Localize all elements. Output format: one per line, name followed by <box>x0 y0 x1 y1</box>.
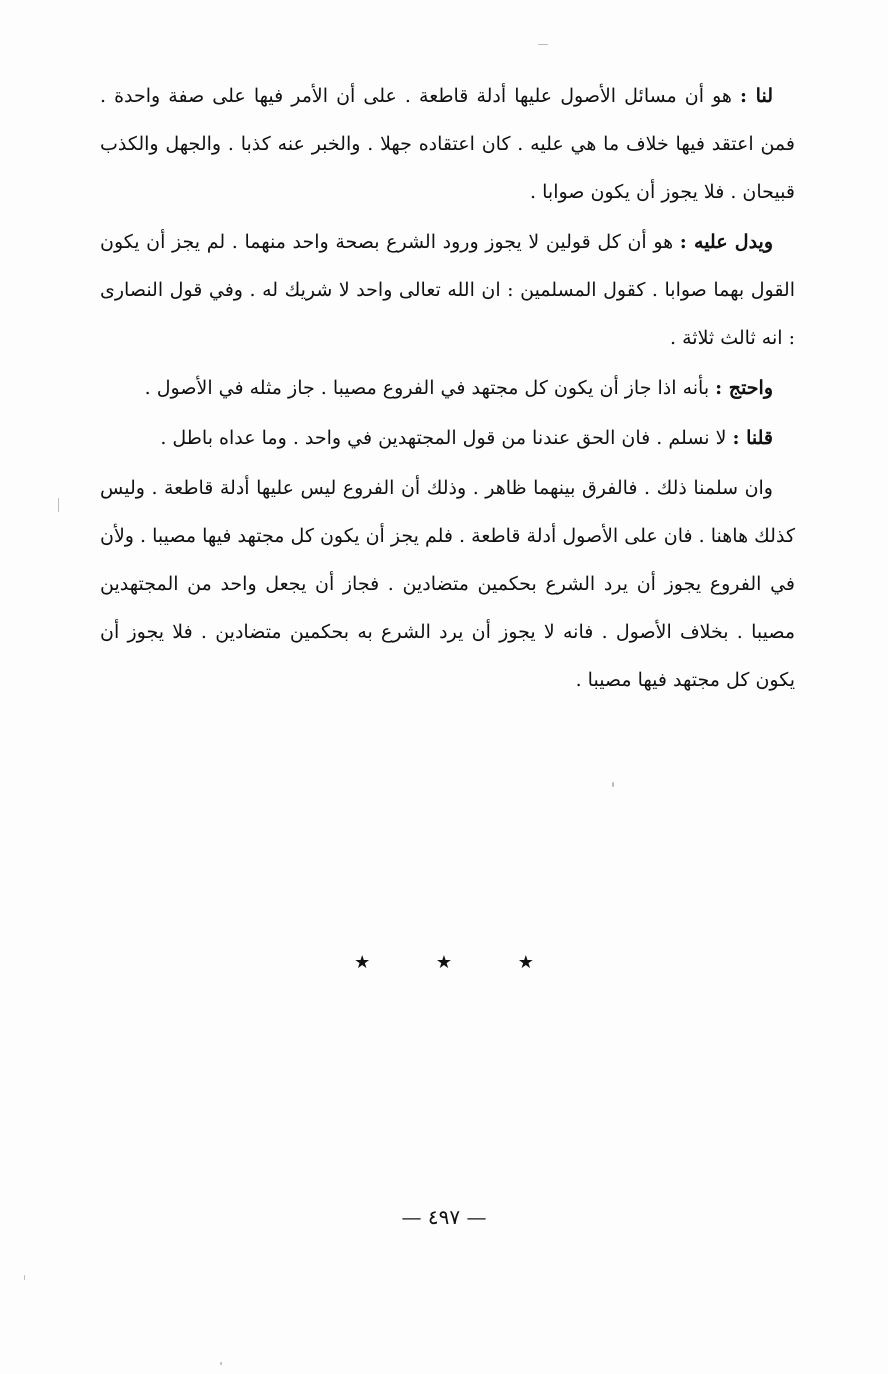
scan-speck <box>58 498 59 512</box>
paragraph-text: وان سلمنا ذلك . فالفرق بينهما ظاهر . وذلك أن الفروع ليس عليها أدلة قاطعة . وليس كذلك هاهنا . فان على الأصول أدلة قاطعة . فلم يجز أن يكون كل مجتهد فيها مصيبا . ولأن في الفروع يجوز أن يرد الشرع بحكمين متضادين . فجاز أن يجعل واحد من المجتهدين مصيبا . بخلاف الأصول . فانه لا يجوز أن يرد الشرع به بحكمين متضادين . فلا يجوز أن يكون كل مجتهد فيها مصيبا . <box>100 477 795 691</box>
paragraph-text: بأنه اذا جاز أن يكون كل مجتهد في الفروع مصيبا . جاز مثله في الأصول . <box>144 377 716 399</box>
scan-speck <box>220 1362 222 1365</box>
paragraph-lead: لنا : <box>740 85 773 107</box>
paragraph-text: هو أن مسائل الأصول عليها أدلة قاطعة . على أن الأمر فيها على صفة واحدة . فمن اعتقد فيها خلاف ما هي عليه . كان اعتقاده جهلا . والخبر عنه كذبا . والجهل والكذب قبيحان . فلا يجوز أن يكون صوابا . <box>100 85 795 203</box>
paragraph <box>100 218 795 362</box>
paragraph <box>100 414 795 462</box>
paragraph <box>100 72 795 216</box>
body-text <box>100 72 795 706</box>
paragraph <box>100 464 795 704</box>
paragraph-lead: واحتج : <box>715 377 773 399</box>
paragraph-lead: قلنا : <box>732 427 773 449</box>
paragraph-lead: ويدل عليه : <box>679 231 774 253</box>
section-separator: ★ ★ ★ <box>354 952 564 973</box>
scan-speck <box>538 44 548 45</box>
paragraph <box>100 364 795 412</box>
scan-speck <box>24 1275 25 1280</box>
page-number: — ٤٩٧ — <box>401 1205 487 1229</box>
scan-speck <box>612 782 614 787</box>
paragraph-text: لا نسلم . فان الحق عندنا من قول المجتهدين في واحد . وما عداه باطل . <box>160 427 733 449</box>
paragraph-text: هو أن كل قولين لا يجوز ورود الشرع بصحة واحد منهما . لم يجز أن يكون القول بهما صوابا . كقول المسلمين : ان الله تعالى واحد لا شريك له . وفي قول النصارى : انه ثالث ثلاثة . <box>100 231 795 349</box>
